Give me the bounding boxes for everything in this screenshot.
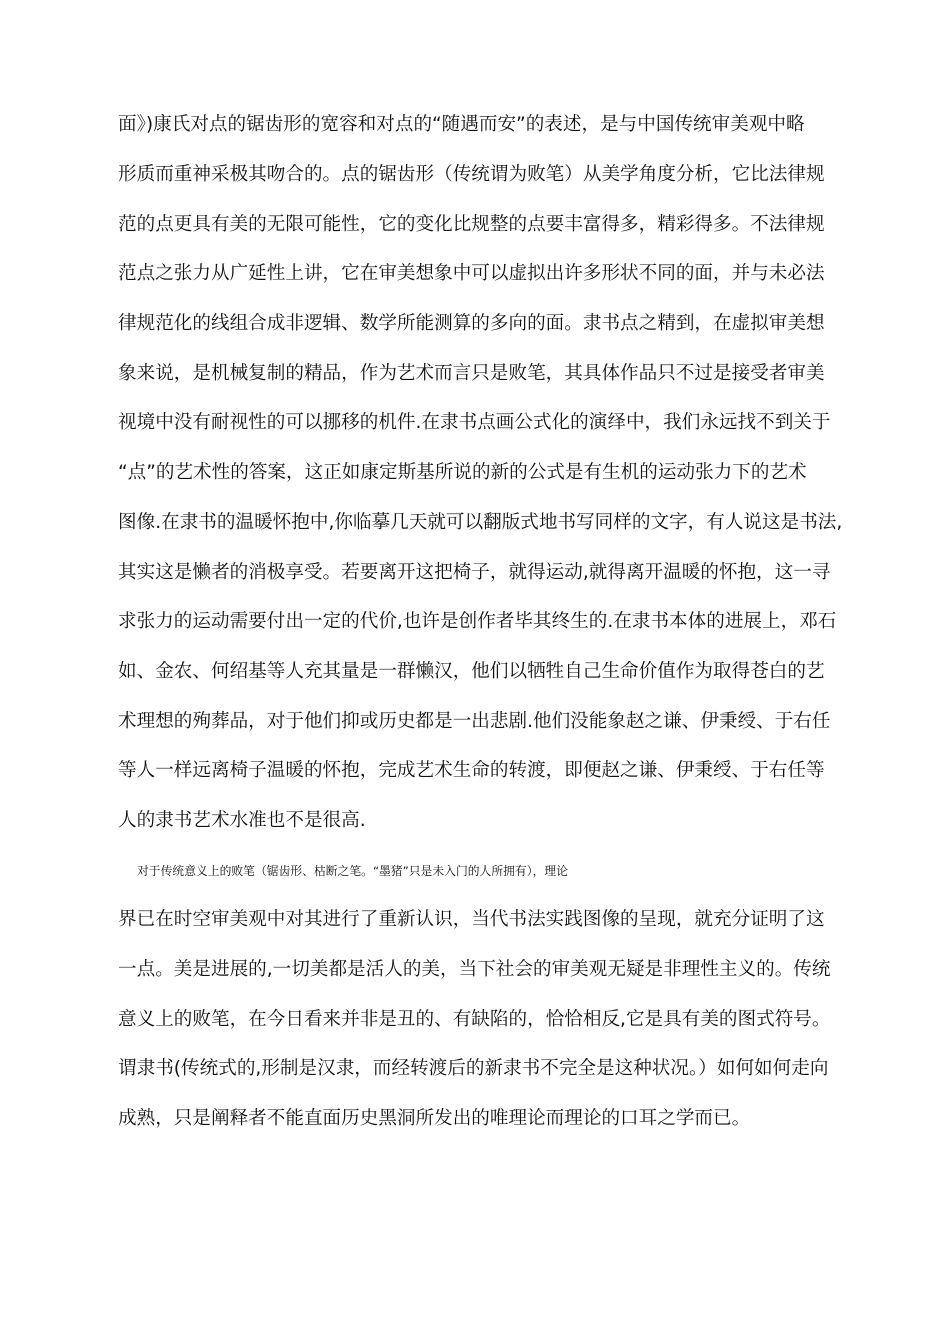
text-line: 成熟，只是阐释者不能直面历史黑洞所发出的唯理论而理论的口耳之学而已。 <box>118 1108 751 1129</box>
text-line: 象来说，是机械复制的精品，作为艺术而言只是败笔，其具体作品只不过是接受者审美 <box>118 363 825 384</box>
text-line: 面》)康氏对点的锯齿形的宽容和对点的“随遇而安”的表述，是与中国传统审美观中略 <box>118 114 805 135</box>
text-line: 范点之张力从广延性上讲，它在审美想象中可以虚拟出许多形状不同的面，并与未必法 <box>118 263 825 284</box>
text-line: 界已在时空审美观中对其进行了重新认识，当代书法实践图像的呈现，就充分证明了这 <box>118 909 825 930</box>
text-line: 律规范化的线组合成非逻辑、数学所能测算的多向的面。隶书点之精到，在虚拟审美想 <box>118 313 825 334</box>
text-line: 意义上的败笔，在今日看来并非是丑的、有缺陷的，恰恰相反,它是具有美的图式符号。 <box>118 1009 831 1030</box>
text-line: 如、金农、何绍基等人充其量是一群懒汉，他们以牺牲自己生命价值作为取得苍白的艺 <box>118 661 825 682</box>
text-line: 图像.在隶书的温暖怀抱中,你临摹几天就可以翻版式地书写同样的文字，有人说这是书法, <box>118 512 843 533</box>
text-line: 等人一样远离椅子温暖的怀抱，完成艺术生命的转渡，即便赵之谦、伊秉绶、于右任等 <box>118 760 825 781</box>
text-line: 其实这是懒者的消极享受。若要离开这把椅子，就得运动,就得离开温暖的怀抱，这一寻 <box>118 562 831 583</box>
text-line: 对于传统意义上的败笔（锯齿形、枯断之笔。“墨猪”只是未入门的人所拥有），理论 <box>137 864 569 878</box>
text-line: 形质而重神采极其吻合的。点的锯齿形（传统谓为败笔）从美学角度分析，它比法律规 <box>118 164 825 185</box>
text-line: 人的隶书艺术水准也不是很高. <box>118 810 366 831</box>
text-line: 视境中没有耐视性的可以挪移的机件.在隶书点画公式化的演绎中，我们永远找不到关于 <box>118 412 831 433</box>
text-line: 谓隶书(传统式的,形制是汉隶，而经转渡后的新隶书不完全是这种状况。）如何如何走向 <box>118 1058 829 1079</box>
text-line: 求张力的运动需要付出一定的代价,也许是创作者毕其终生的.在隶书本体的进展上，邓石 <box>118 611 837 632</box>
text-line: 一点。美是进展的,一切美都是活人的美，当下社会的审美观无疑是非理性主义的。传统 <box>118 959 831 980</box>
text-line: “点”的艺术性的答案，这正如康定斯基所说的新的公式是有生机的运动张力下的艺术 <box>118 462 807 483</box>
text-line: 术理想的殉葬品，对于他们抑或历史都是一出悲剧.他们没能象赵之谦、伊秉绶、于右任 <box>118 711 831 732</box>
text-line: 范的点更具有美的无限可能性，它的变化比规整的点要丰富得多，精彩得多。不法律规 <box>118 214 825 235</box>
